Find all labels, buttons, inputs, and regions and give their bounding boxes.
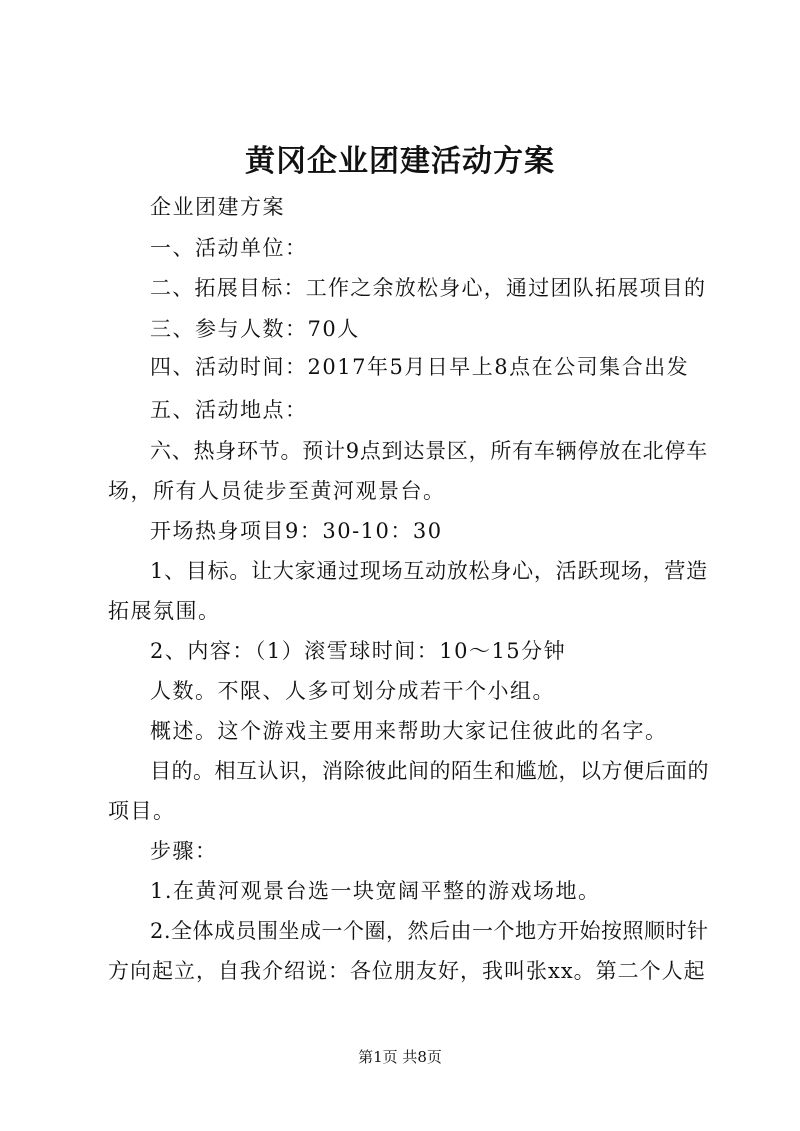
document-title: 黄冈企业团建活动方案 <box>245 144 555 179</box>
body-line: 步骤： <box>150 839 218 863</box>
body-line: 1、目标。让大家通过现场互动放松身心，活跃现场，营造 <box>150 559 708 583</box>
body-line: 1.在黄河观景台选一块宽阔平整的游戏场地。 <box>150 879 601 903</box>
body-line: 企业团建方案 <box>150 195 285 219</box>
body-line: 目的。相互认识，消除彼此间的陌生和尴尬，以方便后面的 <box>150 759 709 783</box>
body-line: 二、拓展目标：工作之余放松身心，通过团队拓展项目的 <box>150 276 707 300</box>
body-line: 概述。这个游戏主要用来帮助大家记住彼此的名字。 <box>150 719 668 743</box>
body-line: 一、活动单位： <box>150 236 308 260</box>
body-line: 开场热身项目9：30-10：30 <box>150 519 443 543</box>
body-line: 六、热身环节。预计9点到达景区，所有车辆停放在北停车 <box>150 439 708 463</box>
page-number-footer: 第1页 共8页 <box>358 1048 442 1066</box>
body-line: 2.全体成员围坐成一个圈，然后由一个地方开始按照顺时针 <box>150 919 709 943</box>
body-line: 2、内容：（1）滚雪球时间：10～15分钟 <box>150 639 567 663</box>
body-line: 五、活动地点： <box>150 398 308 422</box>
body-line: 方向起立，自我介绍说：各位朋友好，我叫张xx。第二个人起 <box>108 959 706 983</box>
body-line: 场，所有人员徒步至黄河观景台。 <box>108 479 446 503</box>
body-line: 人数。不限、人多可划分成若干个小组。 <box>150 679 555 703</box>
body-line: 拓展氛围。 <box>108 599 221 623</box>
body-line: 项目。 <box>108 799 176 823</box>
body-line: 四、活动时间：2017年5月日早上8点在公司集合出发 <box>150 355 690 379</box>
body-line: 三、参与人数：70人 <box>150 317 360 341</box>
